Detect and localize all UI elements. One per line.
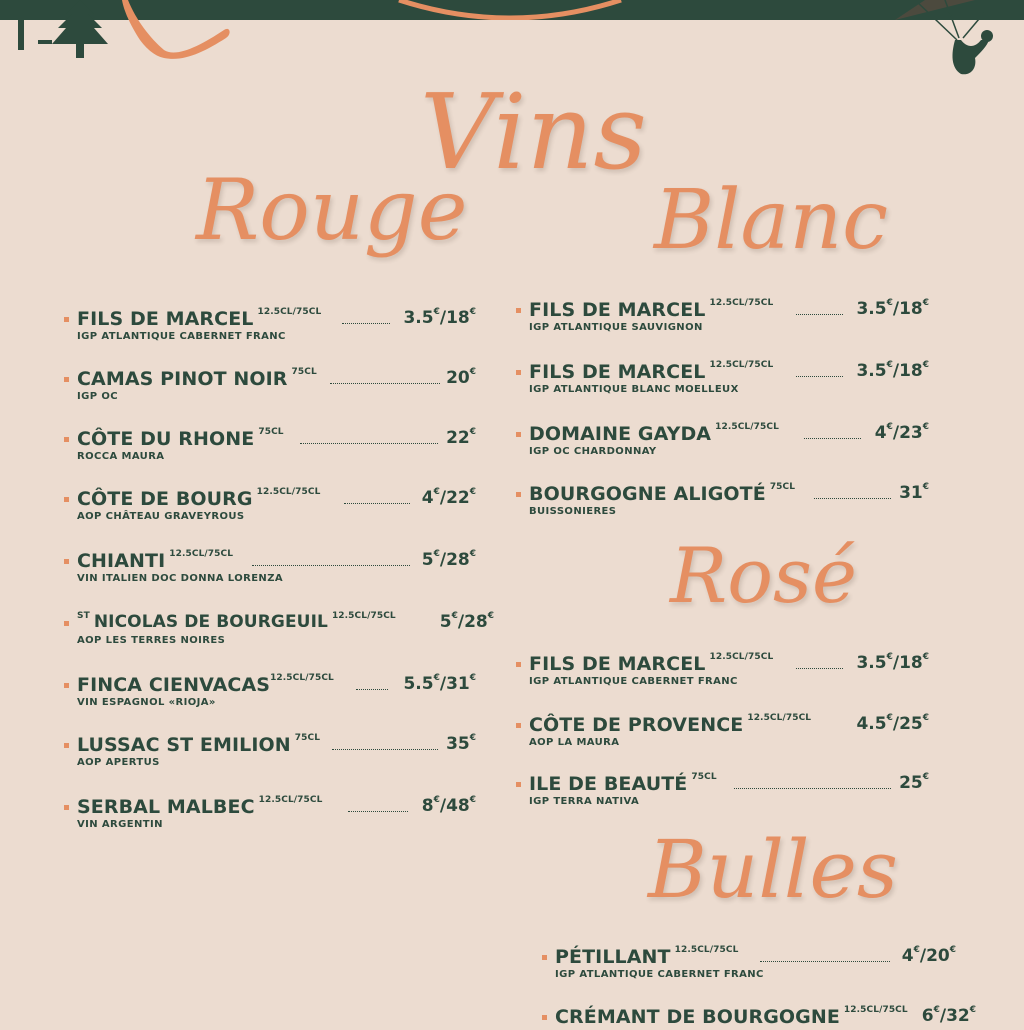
wine-item (64, 733, 476, 768)
wine-price: 4.5€/25€ (856, 713, 929, 734)
bullet (64, 497, 69, 502)
wine-volume: 12.5CL/75CL (331, 611, 396, 621)
wine-item (516, 422, 929, 457)
wine-item (542, 1006, 976, 1030)
wine-description: IGP ATLANTIQUE CABERNET FRANC (529, 676, 738, 687)
bullet (516, 782, 521, 787)
wine-item (516, 713, 929, 748)
wine-name: NICOLAS DE BOURGEUIL (93, 612, 328, 632)
wine-price: 5€/28€ (421, 549, 476, 570)
bullet (542, 1015, 547, 1020)
wine-volume: 12.5CL/75CL (709, 360, 774, 370)
wine-name: FILS DE MARCEL (529, 653, 706, 675)
wine-name: LUSSAC ST EMILION (77, 734, 291, 756)
wine-name: ILE DE BEAUTÉ (529, 773, 688, 795)
wine-price: 3.5€/18€ (856, 360, 929, 381)
wine-price: 31€ (899, 482, 929, 503)
wine-item (64, 367, 476, 402)
wine-name-prefix: ST (77, 611, 90, 621)
wine-description: IGP OC CHARDONNAY (529, 446, 657, 457)
wine-description: VIN ARGENTIN (77, 819, 163, 830)
wine-description: AOP CHÂTEAU GRAVEYROUS (77, 511, 245, 522)
wine-price: 6€/32€ (921, 1005, 976, 1026)
wine-name: FILS DE MARCEL (529, 361, 706, 383)
bullet (64, 805, 69, 810)
bullet (64, 437, 69, 442)
wine-description: IGP ATLANTIQUE SAUVIGNON (529, 322, 703, 333)
wine-item (64, 611, 494, 646)
wine-price: 4€/22€ (421, 487, 476, 508)
wine-description: VIN ITALIEN DOC DONNA LORENZA (77, 573, 283, 584)
wine-volume: 12.5CL/75CL (674, 945, 739, 955)
wine-item (64, 427, 476, 462)
wine-name: CRÉMANT DE BOURGOGNE (555, 1006, 840, 1028)
wine-item (516, 298, 929, 333)
bullet (516, 492, 521, 497)
wine-volume: 12.5CL/75CL (709, 298, 774, 308)
wine-volume: 12.5CL/75CL (747, 713, 812, 723)
wine-item (64, 673, 476, 708)
menu-title: Vins (420, 71, 647, 193)
orange-arc-icon (395, 0, 625, 20)
wine-name: PÉTILLANT (555, 946, 671, 968)
wine-description: AOP APERTUS (77, 757, 160, 768)
wine-item (64, 487, 476, 522)
wine-name: CÔTE DE BOURG (77, 488, 253, 510)
wine-description: AOP LES TERRES NOIRES (77, 635, 226, 646)
wine-name: DOMAINE GAYDA (529, 423, 712, 445)
wine-volume: 12.5CL/75CL (257, 307, 322, 317)
bullet (64, 621, 69, 626)
wine-description: ROCCA MAURA (77, 451, 165, 462)
bullet (516, 432, 521, 437)
bullet (516, 370, 521, 375)
wine-description: IGP ATLANTIQUE CABERNET FRANC (555, 969, 764, 980)
bullet (64, 559, 69, 564)
wine-description: BUISSONIERES (529, 506, 617, 517)
wine-volume: 75CL (691, 772, 717, 782)
wine-name: FILS DE MARCEL (529, 299, 706, 321)
wine-description: IGP TERRA NATIVA (529, 796, 640, 807)
wine-volume: 12.5CL/75CL (169, 549, 234, 559)
wine-price: 4€/23€ (874, 422, 929, 443)
wine-description: AOP LA MAURA (529, 737, 620, 748)
wine-volume: 75CL (291, 367, 317, 377)
wine-name: FILS DE MARCEL (77, 308, 254, 330)
wine-price: 5€/28€ (439, 611, 494, 632)
bullet (516, 308, 521, 313)
wine-price: 5.5€/31€ (403, 673, 476, 694)
wine-volume: 12.5CL/75CL (709, 652, 774, 662)
wine-name: BOURGOGNE ALIGOTÉ (529, 483, 766, 505)
wine-volume: 75CL (294, 733, 321, 743)
wine-price: 3.5€/18€ (856, 652, 929, 673)
section-heading-blanc: Blanc (654, 173, 889, 268)
wine-name: CÔTE DE PROVENCE (529, 714, 744, 736)
wine-item (516, 360, 929, 395)
wine-description: IGP ATLANTIQUE BLANC MOELLEUX (529, 384, 739, 395)
bullet (516, 723, 521, 728)
wine-volume: 75CL (769, 482, 796, 492)
wine-item (64, 307, 476, 342)
wine-price: 25€ (899, 772, 929, 793)
wine-name: SERBAL MALBEC (77, 796, 255, 818)
bullet (64, 317, 69, 322)
wine-item (64, 795, 476, 830)
wine-item (516, 772, 929, 807)
wine-description: IGP OC (77, 391, 118, 402)
wine-name: CHIANTI (77, 550, 166, 572)
pine-tree-icon (14, 0, 114, 62)
section-heading-rouge: Rouge (196, 161, 468, 259)
wine-price: 20€ (446, 367, 476, 388)
wine-volume: 12.5CL/75CL (256, 487, 321, 497)
bullet (64, 377, 69, 382)
wine-volume: 75CL (258, 427, 284, 437)
wine-name: CAMAS PINOT NOIR (77, 368, 288, 390)
bullet (516, 662, 521, 667)
wine-price: 3.5€/18€ (403, 307, 476, 328)
wine-name: CÔTE DU RHONE (77, 428, 255, 450)
section-heading-bulles: Bulles (648, 823, 898, 916)
wine-item (516, 482, 929, 517)
section-heading-rose: Rosé (670, 531, 857, 620)
wine-price: 35€ (446, 733, 476, 754)
wine-item (64, 549, 476, 584)
bullet (64, 683, 69, 688)
wine-volume: 12.5CL/75CL (258, 795, 323, 805)
orange-shape-icon (120, 0, 240, 62)
wine-description: IGP ATLANTIQUE CABERNET FRANC (77, 331, 286, 342)
wine-price: 8€/48€ (421, 795, 476, 816)
wine-price: 4€/20€ (901, 945, 956, 966)
wine-price: 22€ (446, 427, 476, 448)
wine-name: FINCA CIENVACAS (77, 674, 271, 696)
wine-volume: 12.5CL/75CL (270, 673, 334, 683)
wine-description: VIN ESPAGNOL «RIOJA» (77, 697, 216, 708)
bullet (64, 743, 69, 748)
wine-price: 3.5€/18€ (856, 298, 929, 319)
wine-item (516, 652, 929, 687)
wine-item (542, 945, 956, 980)
bullet (542, 955, 547, 960)
paraglider-icon (895, 0, 1024, 80)
wine-volume: 12.5CL/75CL (715, 422, 779, 432)
wine-volume: 12.5CL/75CL (843, 1005, 908, 1015)
